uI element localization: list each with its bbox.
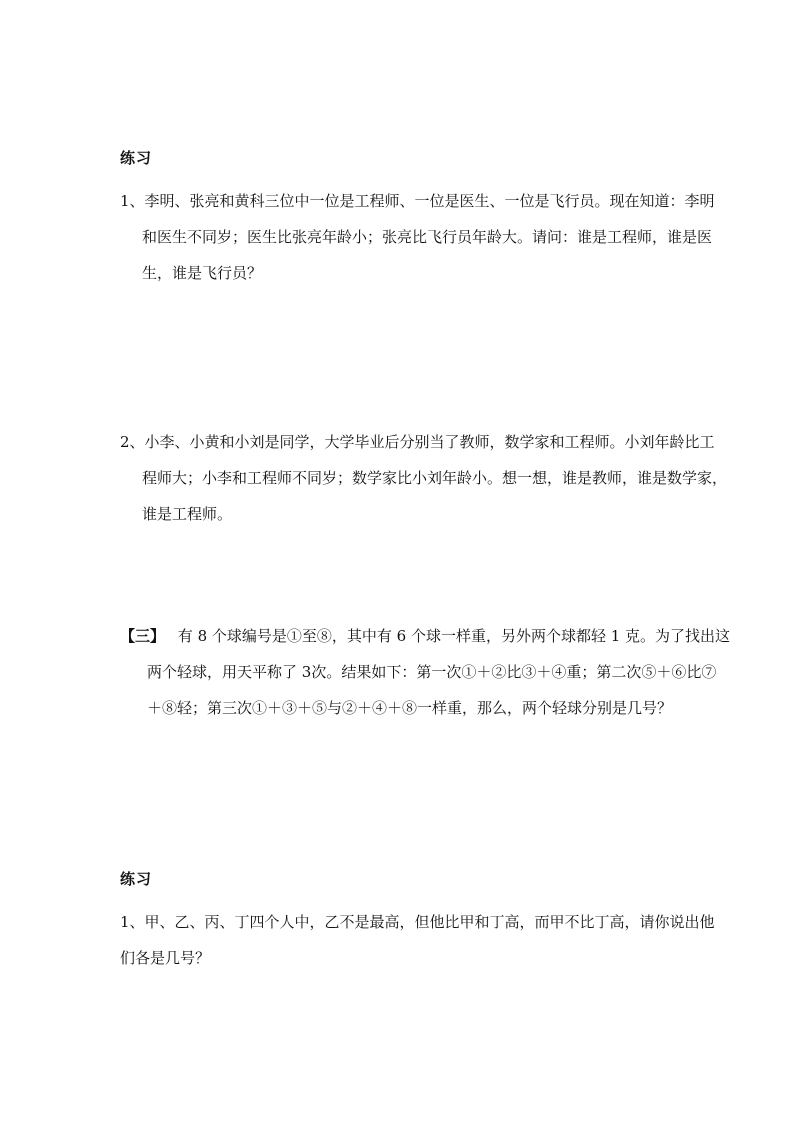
problem-line: 生，谁是飞行员？ — [142, 264, 263, 282]
practice-problem-3 — [120, 904, 715, 976]
problem-line: 1、李明、张亮和黄科三位中一位是工程师、一位是医生、一位是飞行员。现在知道：李明 — [120, 192, 715, 210]
problem-line: ＋⑧轻；第三次①＋③＋⑤与②＋④＋⑧一样重，那么，两个轻球分别是几号？ — [147, 699, 673, 717]
section-heading-practice-1: 练习 — [120, 149, 153, 167]
problem-line: 谁是工程师。 — [142, 505, 233, 523]
problem-line-text: 有 8 个球编号是①至⑧，其中有 6 个球一样重，另外两个球都轻 1 克。为了找出这 — [177, 627, 731, 645]
section-heading-practice-2: 练习 — [120, 870, 153, 888]
practice-problem-2 — [120, 424, 728, 532]
problem-line — [120, 618, 731, 654]
problem-line: 1、甲、乙、丙、丁四个人中，乙不是最高，但他比甲和丁高，而甲不比丁高，请你说出他 — [120, 913, 715, 931]
example-tag: 【三】 — [120, 627, 166, 645]
problem-line: 两个轻球，用天平称了 3次。结果如下：第一次①＋②比③＋④重；第二次⑤＋⑥比⑦ — [147, 663, 717, 681]
practice-problem-1 — [120, 183, 715, 291]
example-problem-3 — [120, 618, 731, 726]
problem-line: 和医生不同岁；医生比张亮年龄小；张亮比飞行员年龄大。请问：谁是工程师，谁是医 — [142, 228, 713, 246]
problem-line: 程师大；小李和工程师不同岁；数学家比小刘年龄小。想一想，谁是教师，谁是数学家， — [142, 469, 728, 487]
problem-line: 2、小李、小黄和小刘是同学，大学毕业后分别当了教师，数学家和工程师。小刘年龄比工 — [120, 433, 715, 451]
problem-line: 们各是几号？ — [120, 949, 211, 967]
